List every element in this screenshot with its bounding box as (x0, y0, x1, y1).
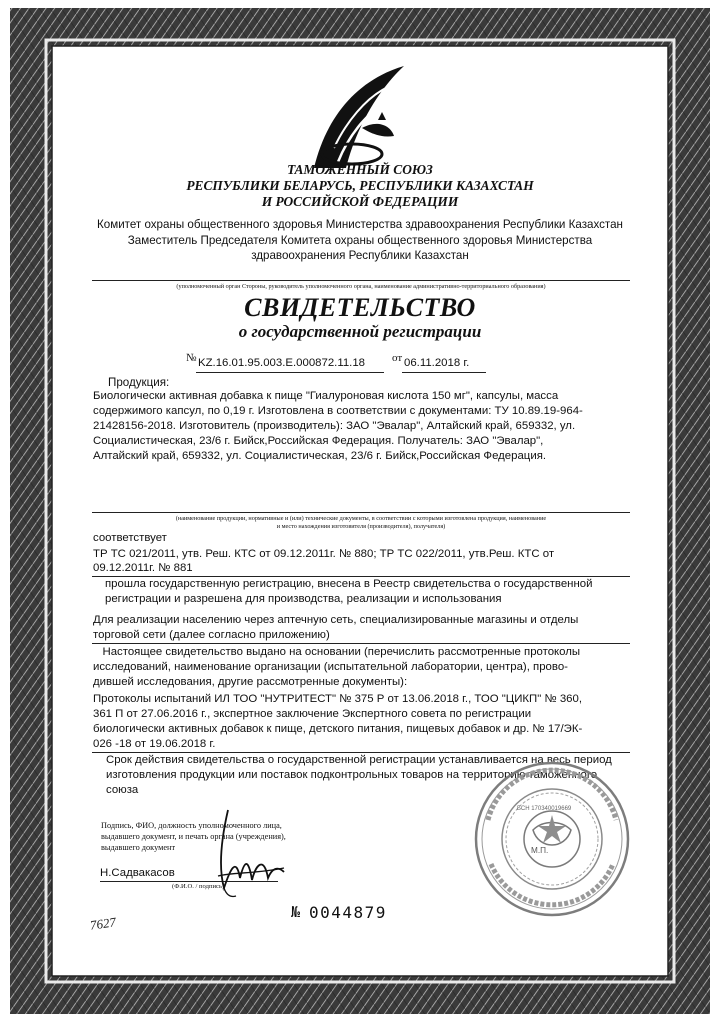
basis-line: дившей исследования, другие рассмотренные документы): (93, 676, 408, 688)
official-stamp (473, 760, 631, 918)
serial-number: 0044879 (309, 903, 387, 922)
protocols-line: 361 П от 27.06.2016 г., экспертное заключение Экспертного совета по регистрации (93, 708, 532, 720)
validity-line: Срок действия свидетельства о государственной регистрации устанавливается на весь период (106, 754, 612, 766)
authority-line2: Заместитель Председателя Комитета охраны общественного здоровья Министерства (127, 234, 593, 247)
union-title-line1: ТАМОЖЕННЫЙ СОЮЗ (287, 162, 433, 177)
union-emblem-icon (286, 58, 416, 173)
product-line: Биологически активная добавка к пище "Гиалуроновая кислота 150 мг", капсулы, масса (93, 390, 559, 402)
product-line: Алтайский край, 659332, ул. Социалистическая, 23/6 г. Бийск,Российская Федерация. (93, 450, 547, 462)
certificate-subtitle: о государственной регистрации (238, 322, 482, 341)
usage-underline (92, 643, 630, 644)
signature-caption-line3: выдавшего документ (101, 843, 176, 852)
reg-date: 06.11.2018 г. (404, 357, 470, 369)
reg-number-label: № (186, 352, 197, 364)
fio-caption: (Ф.И.О. / подпись) (172, 883, 225, 890)
product-caption-line1: (наименование продукции, нормативные и (или) технические документы, в соответствии с которыми изготовлена продукция, наименование (175, 515, 547, 522)
product-line: Социалистическая, 23/6 г. Бийск,Российская Федерация. Получатель: ЗАО "Эвалар", (93, 435, 544, 447)
serial-label: № (291, 903, 301, 921)
stamp-emblem-icon (473, 760, 631, 918)
union-title-line3: И РОССИЙСКОЙ ФЕДЕРАЦИИ (261, 194, 459, 209)
handwritten-number: 7627 (89, 914, 117, 933)
basis-line: Настоящее свидетельство выдано на основании (перечислить рассмотренные протоколы (93, 646, 581, 658)
protocols-line: биологически активных добавок к пище, детского питания, пищевых добавок и др. № 17/ЭК- (93, 723, 583, 735)
authority-line1: Комитет охраны общественного здоровья Министерства здравоохранения Республики Казахстан (97, 218, 623, 231)
certificate-title: СВИДЕТЕЛЬСТВО (244, 293, 476, 322)
signature-caption-line2: выдавшего документ, и печать органа (учреждения), (101, 832, 286, 841)
reg-date-underline (402, 372, 486, 373)
stamp-bin: БСН 170340019669 (517, 806, 572, 812)
product-line: 21428156-2018. Изготовитель (производитель): ЗАО "Эвалар", Алтайский край, 659332, ул. (93, 420, 576, 432)
authority-underline (92, 280, 630, 281)
signatory-name: Н.Садвакасов (100, 867, 175, 879)
union-title-line2: РЕСПУБЛИКИ БЕЛАРУСЬ, РЕСПУБЛИКИ КАЗАХСТАН (186, 178, 534, 193)
validity-line: союза (106, 784, 139, 796)
protocols-line: 026 -18 от 19.06.2018 г. (93, 738, 216, 750)
reg-number-underline (196, 372, 384, 373)
product-underline (92, 512, 630, 513)
signature-caption-line1: Подпись, ФИО, должность уполномоченного лица, (101, 821, 282, 830)
conformity-line: ТР ТС 021/2011, утв. Реш. КТС от 09.12.2011г. № 880; ТР ТС 022/2011, утв.Реш. КТС от (93, 548, 555, 560)
usage-line: торговой сети (далее согласно приложению) (93, 629, 330, 641)
reg-number: KZ.16.01.95.003.E.000872.11.18 (198, 357, 365, 369)
validity-line: изготовления продукции или поставок подконтрольных товаров на территорию таможенного (106, 769, 598, 781)
product-line: содержимого капсул, по 0,19 г. Изготовлена в соответствии с документами: ТУ 10.89.19-964- (93, 405, 583, 417)
registered-line: регистрации и разрешена для производства, реализации и использования (105, 593, 502, 605)
stamp-mp: М.П. (531, 846, 549, 855)
authority-caption: (уполномоченный орган Стороны, руководитель уполномоченного органа, наименование административно-территориального образования) (176, 283, 546, 290)
conformity-line: 09.12.2011г. № 881 (93, 562, 193, 574)
product-caption-line2: и место нахождения изготовителя (производителя), получателя) (276, 523, 446, 530)
registered-line: прошла государственную регистрацию, внесена в Реестр свидетельства о государственной (105, 578, 593, 590)
basis-line: исследований, наименование организации (испытательной лаборатории, центра), прово- (93, 661, 568, 673)
protocols-line: Протоколы испытаний ИЛ ТОО "НУТРИТЕСТ" № 375 Р от 13.06.2018 г., ТОО "ЦИКП" № 360, (93, 693, 582, 705)
reg-date-label: от (392, 352, 403, 364)
signature-mark (214, 806, 292, 902)
usage-line: Для реализации населению через аптечную сеть, специализированные магазины и отделы (93, 614, 579, 626)
conformity-label: соответствует (93, 532, 167, 544)
product-label: Продукция: (108, 376, 170, 389)
authority-line3: здравоохранения Республики Казахстан (251, 249, 469, 262)
